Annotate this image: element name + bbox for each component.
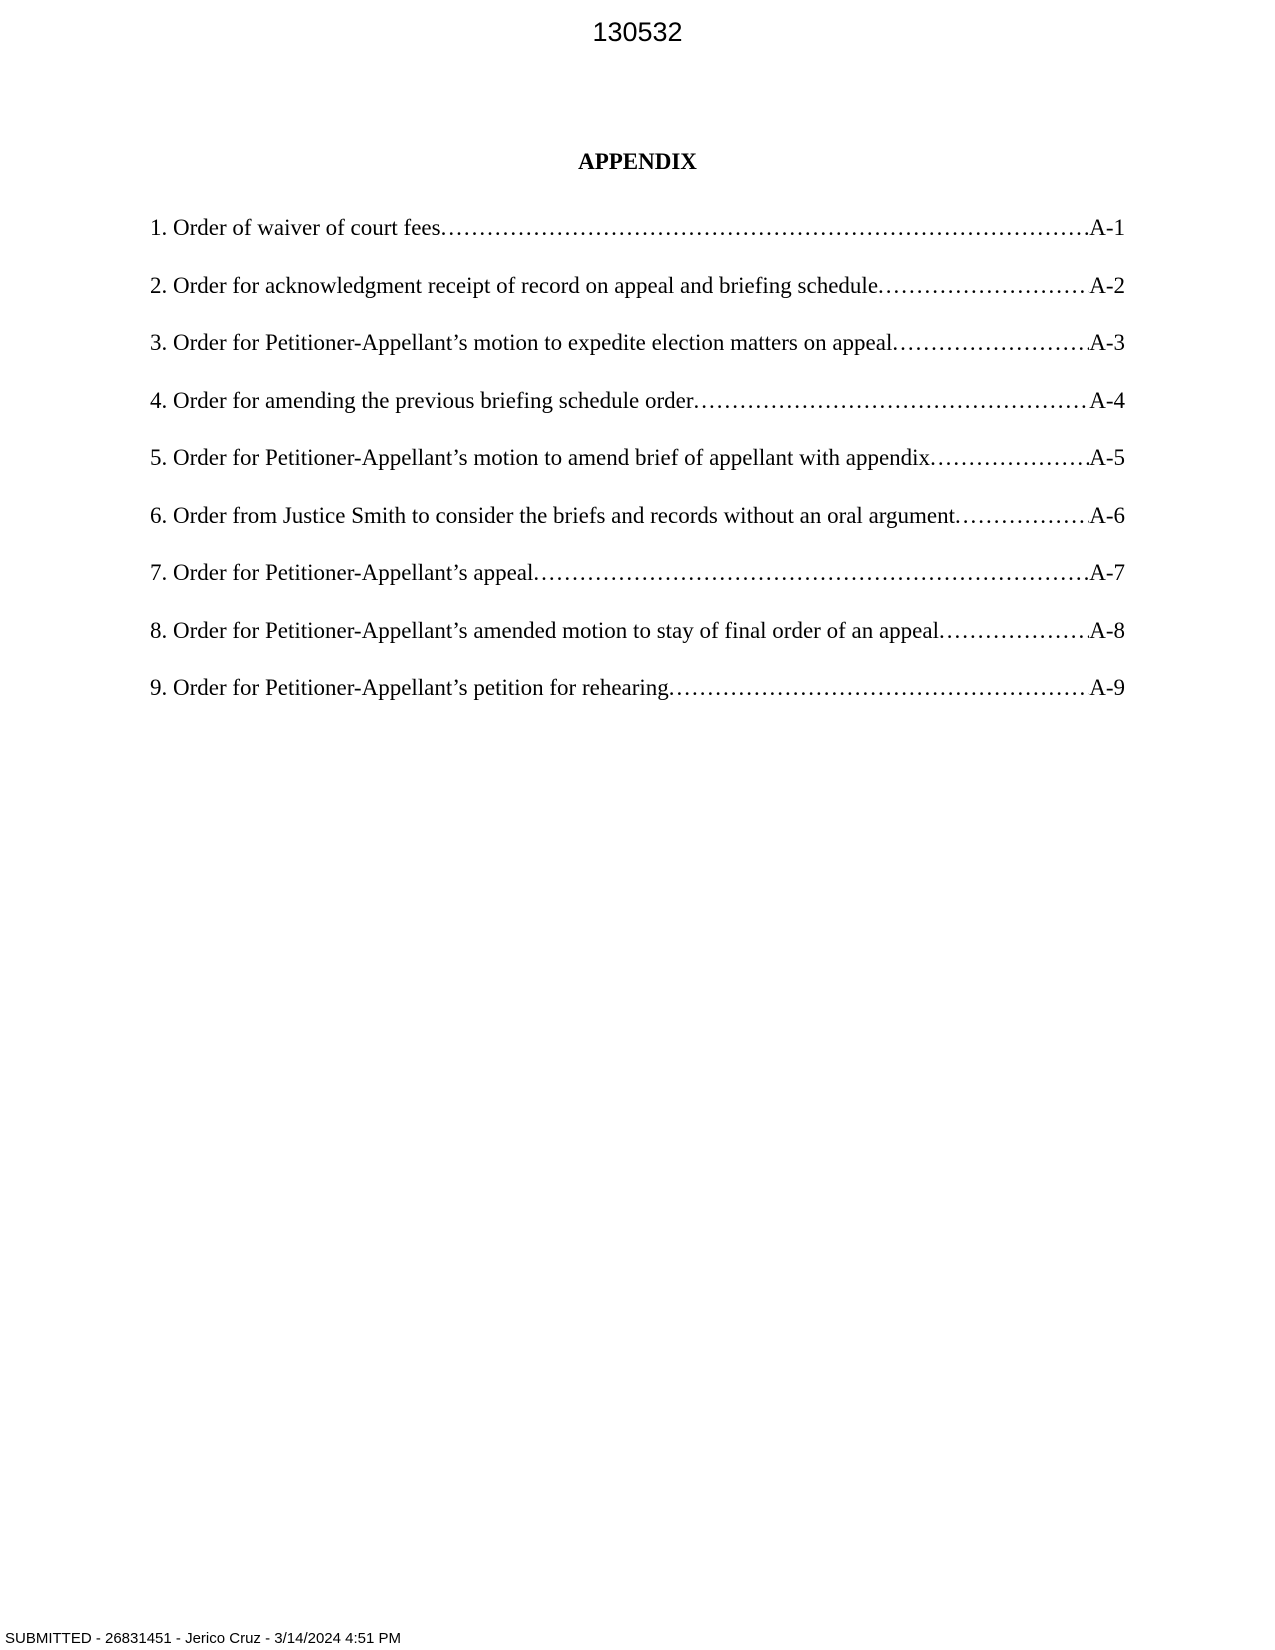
dot-leader: [441, 213, 1090, 243]
appendix-entry-text: 6. Order from Justice Smith to consider the briefs and records without an oral argument: [150, 502, 956, 528]
appendix-entry-page: A-8: [1089, 617, 1125, 643]
appendix-entry-text: 7. Order for Petitioner-Appellant’s appeal: [150, 560, 534, 585]
appendix-entry-text: 8. Order for Petitioner-Appellant’s amended motion to stay of final order of an appeal: [150, 617, 939, 643]
appendix-entry: [150, 443, 1125, 473]
appendix-table-of-contents: [150, 213, 1125, 731]
appendix-entry-text: 1. Order of waiver of court fees: [150, 215, 441, 240]
appendix-entry-page: A-7: [1089, 560, 1125, 585]
dot-leader: [955, 501, 1089, 531]
dot-leader: [930, 443, 1089, 473]
appendix-title: APPENDIX: [578, 149, 697, 174]
appendix-entry: [150, 213, 1125, 243]
appendix-entry-page: A-6: [1089, 502, 1125, 528]
appendix-entry: [150, 271, 1125, 301]
dot-leader: [878, 271, 1089, 301]
appendix-entry: [150, 501, 1125, 531]
appendix-entry-text: 2. Order for acknowledgment receipt of record on appeal and briefing schedule: [150, 272, 879, 298]
dot-leader: [892, 328, 1089, 358]
dot-leader: [669, 673, 1089, 703]
appendix-entry-page: A-5: [1089, 445, 1125, 470]
appendix-entry-page: A-4: [1089, 387, 1125, 413]
appendix-entry-text: 4. Order for amending the previous briefing schedule order: [150, 387, 694, 413]
appendix-entry-text: 5. Order for Petitioner-Appellant’s motion to amend brief of appellant with appendix: [150, 445, 931, 470]
dot-leader: [939, 616, 1089, 646]
appendix-entry-page: A-1: [1089, 215, 1125, 240]
appendix-entry-page: A-2: [1089, 272, 1125, 298]
case-number: 130532: [592, 17, 683, 47]
appendix-entry: [150, 328, 1125, 358]
submission-stamp: SUBMITTED - 26831451 - Jerico Cruz - 3/14/2024 4:51 PM: [5, 1630, 402, 1647]
dot-leader: [533, 558, 1089, 588]
dot-leader: [694, 386, 1090, 416]
appendix-entry-text: 9. Order for Petitioner-Appellant’s petition for rehearing: [150, 675, 669, 700]
appendix-entry-page: A-3: [1089, 330, 1125, 355]
appendix-entry: [150, 616, 1125, 646]
appendix-entry: [150, 558, 1125, 588]
appendix-entry: [150, 673, 1125, 703]
appendix-entry-page: A-9: [1089, 675, 1125, 700]
appendix-entry-text: 3. Order for Petitioner-Appellant’s motion to expedite election matters on appeal: [150, 330, 893, 355]
appendix-entry: [150, 386, 1125, 416]
